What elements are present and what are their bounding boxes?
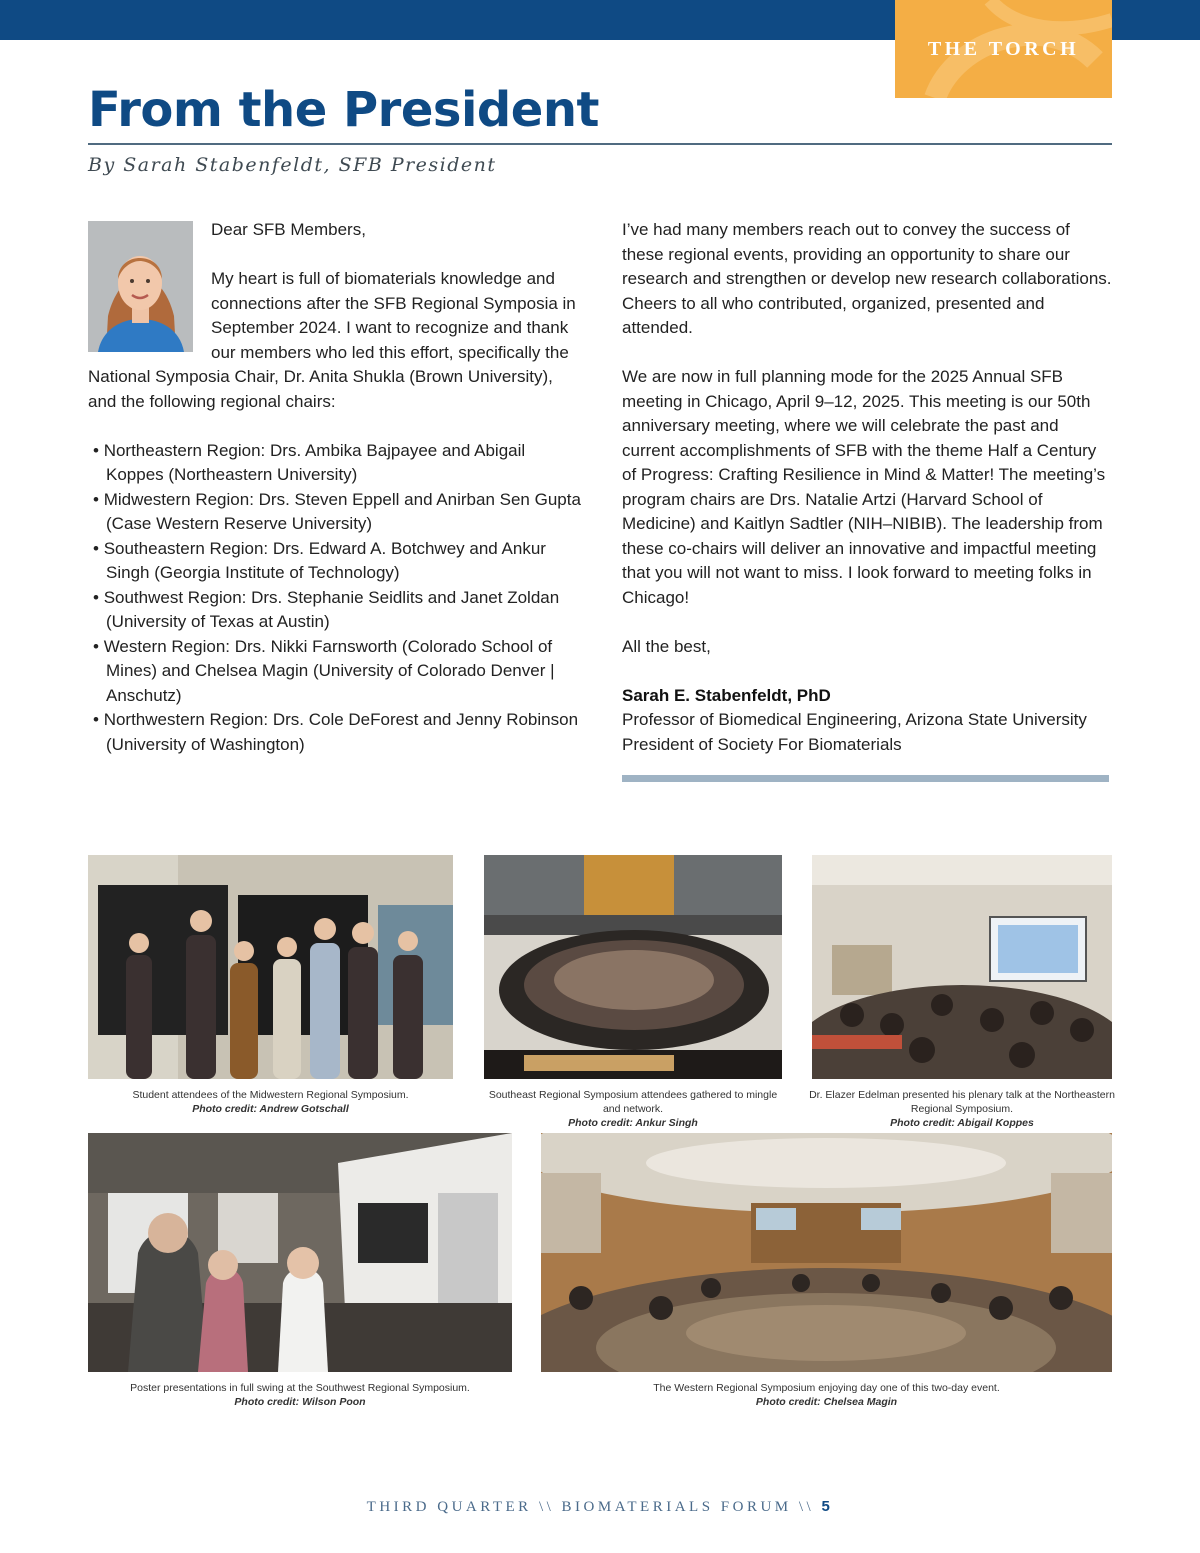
list-item: • Southwest Region: Drs. Stephanie Seidlits and Janet Zoldan (University of Texas at Austin) bbox=[93, 587, 560, 631]
page-footer bbox=[0, 1498, 1200, 1516]
photo-caption: Poster presentations in full swing at the Southwest Regional Symposium. Photo credit: Wilson Poon bbox=[130, 1382, 470, 1408]
signature-role: President of Society For Biomaterials bbox=[622, 734, 902, 754]
photo-poster-group bbox=[88, 855, 453, 1079]
list-item: • Northeastern Region: Drs. Ambika Bajpayee and Abigail Koppes (Northeastern University) bbox=[93, 440, 526, 484]
photo-poster-session bbox=[88, 1133, 512, 1372]
page-number: 5 bbox=[821, 1498, 834, 1515]
photo-caption: The Western Regional Symposium enjoying day one of this two-day event. Photo credit: Chelsea Magin bbox=[653, 1382, 1000, 1408]
footer-separator: \\ bbox=[791, 1499, 822, 1515]
torch-label: THE TORCH bbox=[927, 38, 1080, 60]
signature-title: Professor of Biomedical Engineering, Arizona State University bbox=[622, 710, 1087, 729]
title-divider bbox=[88, 143, 1112, 145]
photo-caption: Dr. Elazer Edelman presented his plenary talk at the Northeastern Regional Symposium. Photo credit: Abigail Koppes bbox=[809, 1089, 1115, 1129]
greeting: Dear SFB Members, bbox=[211, 220, 366, 239]
list-item: • Midwestern Region: Drs. Steven Eppell and Anirban Sen Gupta (Case Western Reserve University) bbox=[93, 489, 581, 533]
photo-caption: Student attendees of the Midwestern Regional Symposium. Photo credit: Andrew Gotschall bbox=[132, 1089, 409, 1115]
footer-publication: BIOMATERIALS FORUM bbox=[561, 1499, 792, 1515]
section-divider bbox=[622, 775, 1109, 782]
photo-caption: Southeast Regional Symposium attendees gathered to mingle and network. Photo credit: Ankur Singh bbox=[488, 1089, 778, 1129]
success-paragraph: I’ve had many members reach out to convey the success of these regional events, providing an opportunity to share our research and strengthen or develop new research collaborations. Cheers to all who contributed, organized, presented and attended. bbox=[622, 220, 1112, 337]
footer-issue: THIRD QUARTER bbox=[366, 1499, 532, 1515]
regional-chairs-list bbox=[88, 439, 583, 758]
photo-lecture-room bbox=[812, 855, 1112, 1079]
list-item: • Southeastern Region: Drs. Edward A. Botchwey and Ankur Singh (Georgia Institute of Technology) bbox=[93, 538, 546, 582]
intro-paragraph bbox=[88, 267, 583, 414]
list-item: • Northwestern Region: Drs. Cole DeForest and Jenny Robinson (University of Washington) bbox=[93, 710, 579, 754]
intro-text: My heart is full of biomaterials knowledge and connections after the SFB Regional Symposia in September 2024. I want to recognize and thank our members who led this effort, specifically the National Symposia Chair, Dr. Anita Shukla (Brown University), and the following regional chairs: bbox=[88, 269, 576, 411]
footer-separator: \\ bbox=[531, 1499, 562, 1515]
left-column bbox=[88, 218, 583, 757]
photo-crowd-overhead bbox=[484, 855, 782, 1079]
list-item: • Western Region: Drs. Nikki Farnsworth (Colorado School of Mines) and Chelsea Magin (University of Colorado Denver | Anschutz) bbox=[93, 636, 555, 705]
planning-paragraph: We are now in full planning mode for the 2025 Annual SFB meeting in Chicago, April 9–12, 2025. This meeting is our 50th anniversary meeting, where we will celebrate the past and current accomplishments of SFB with the theme Half a Century of Progress: Crafting Resilience in Mind & Matter! The meeting’s program chairs are Drs. Natalie Artzi (Harvard School of Medicine) and Kaitlyn Sadtler (NIH–NIBIB). The leadership from these co-chairs will deliver an innovative and impactful meeting that you will not want to miss. I look forward to meeting folks in Chicago! bbox=[622, 367, 1106, 607]
page-title: From the President bbox=[88, 82, 599, 138]
right-column bbox=[622, 218, 1114, 757]
torch-badge bbox=[895, 0, 1112, 98]
photo-auditorium bbox=[541, 1133, 1112, 1372]
byline: By Sarah Stabenfeldt, SFB President bbox=[88, 154, 497, 176]
closing-line: All the best, bbox=[622, 636, 711, 656]
signature-name: Sarah E. Stabenfeldt, PhD bbox=[622, 685, 831, 705]
